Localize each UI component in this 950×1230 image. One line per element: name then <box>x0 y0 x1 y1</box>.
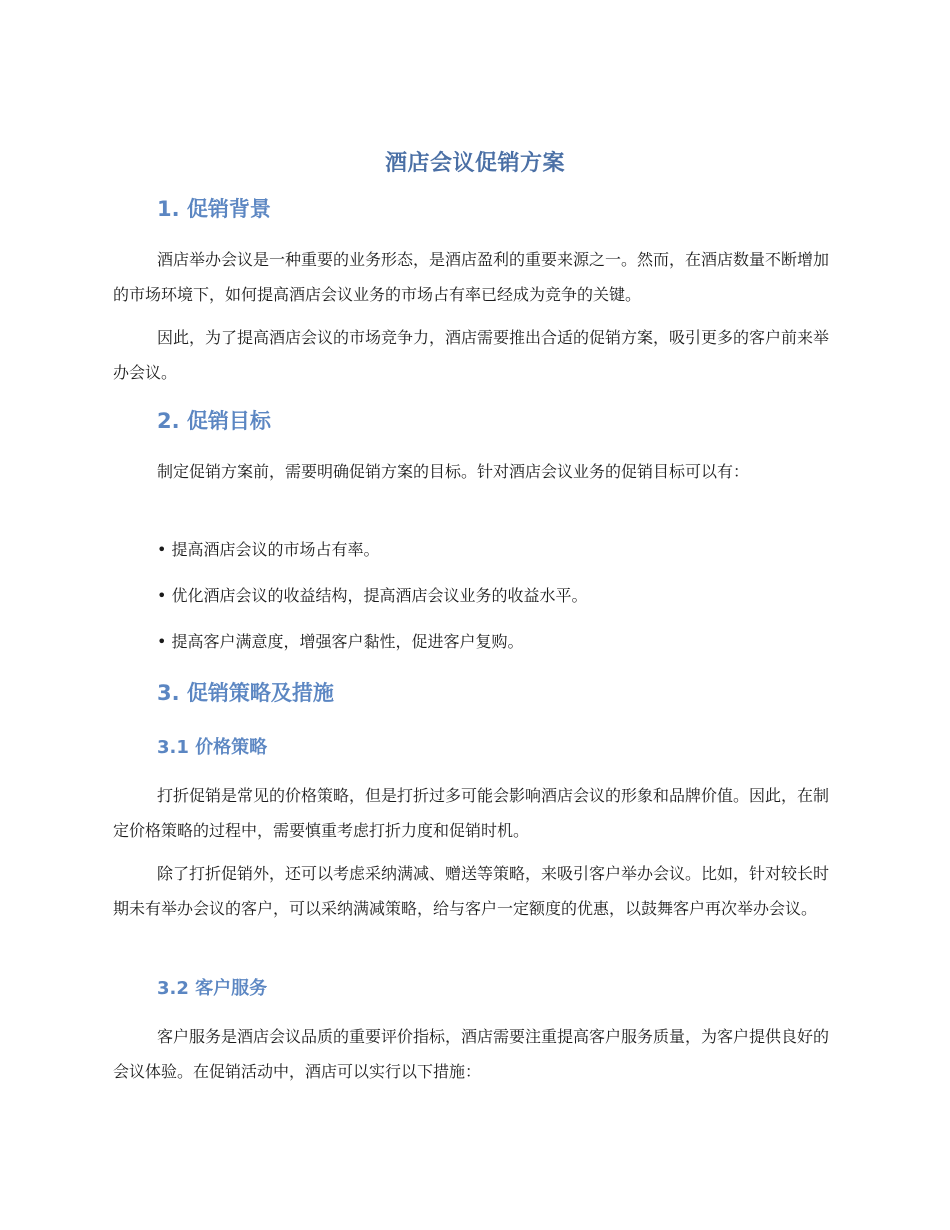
section-heading-goals: 2. 促销目标 <box>157 409 271 433</box>
subsection-heading-pricing: 3.1 价格策略 <box>157 737 268 758</box>
page-title: 酒店会议促销方案 <box>384 151 565 176</box>
paragraph-goals-intro: 制定促销方案前，需要明确促销方案的目标。针对酒店会议业务的促销目标可以有： <box>157 462 750 481</box>
bullet-item: • 提高客户满意度，增强客户黏性，促进客户复购。 <box>157 632 524 651</box>
section-heading-strategy: 3. 促销策略及措施 <box>157 681 334 705</box>
paragraph-background-2: 因此，为了提高酒店会议的市场竞争力，酒店需要推出合适的促销方案，吸引更多的客户前来举办会议。 <box>113 328 830 382</box>
paragraph-pricing-2: 除了打折促销外，还可以考虑采纳满减、赠送等策略，来吸引客户举办会议。比如，针对较长时期未有举办会议的客户，可以采纳满减策略，给与客户一定额度的优惠，以鼓舞客户再次举办会议。 <box>113 864 830 918</box>
paragraph-pricing-1: 打折促销是常见的价格策略，但是打折过多可能会影响酒店会议的形象和品牌价值。因此，在制定价格策略的过程中，需要慎重考虑打折力度和促销时机。 <box>113 786 830 840</box>
bullet-item: • 提高酒店会议的市场占有率。 <box>157 540 380 559</box>
paragraph-service-1: 客户服务是酒店会议品质的重要评价指标，酒店需要注重提高客户服务质量，为客户提供良好的会议体验。在促销活动中，酒店可以实行以下措施： <box>113 1027 830 1081</box>
bullet-item: • 优化酒店会议的收益结构，提高酒店会议业务的收益水平。 <box>157 586 588 605</box>
paragraph-background-1: 酒店举办会议是一种重要的业务形态，是酒店盈利的重要来源之一。然而，在酒店数量不断增加的市场环境下，如何提高酒店会议业务的市场占有率已经成为竞争的关键。 <box>113 250 830 304</box>
subsection-heading-service: 3.2 客户服务 <box>157 978 268 999</box>
section-heading-background: 1. 促销背景 <box>157 197 271 221</box>
